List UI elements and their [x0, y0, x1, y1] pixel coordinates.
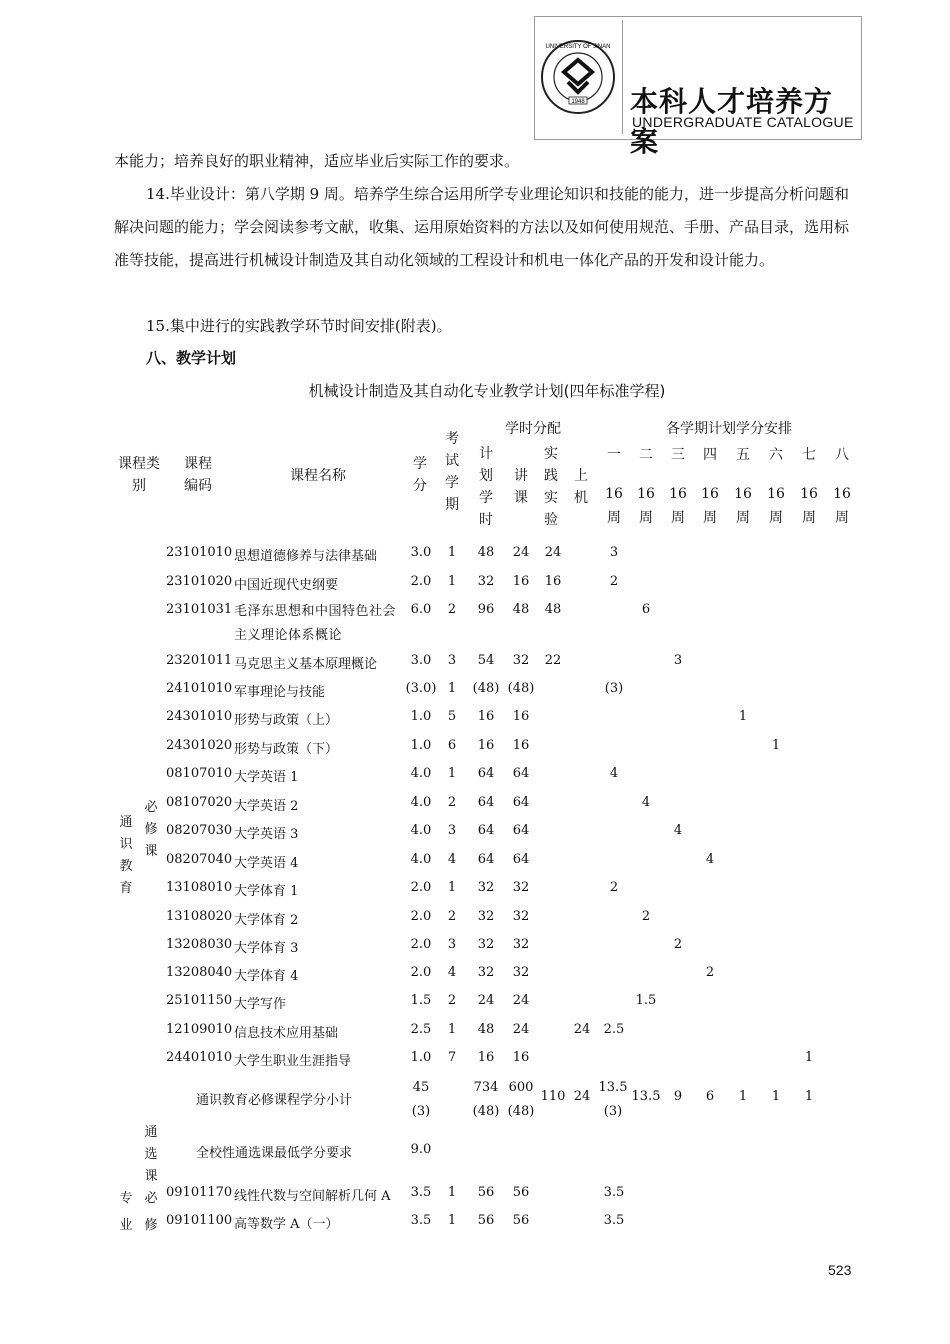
course-lecture: 32 [512, 965, 530, 980]
course-lecture: 32 [512, 937, 530, 952]
header-planned: 计划学时 [479, 446, 493, 528]
course-planned: 56 [477, 1213, 495, 1228]
group-major: 专业 [119, 1191, 133, 1233]
subtotal-sem-3: 9 [673, 1089, 683, 1104]
course-planned: 56 [477, 1185, 495, 1200]
course-credits: 3.5 [410, 1213, 432, 1228]
course-name: 中国近现代史纲要 [234, 578, 339, 593]
course-practice: 48 [544, 602, 562, 617]
header-subtitle: UNDERGRADUATE CATALOGUE [632, 114, 854, 130]
course-planned: 64 [477, 852, 495, 867]
course-exam: 1 [447, 880, 457, 895]
course-credits: 1.0 [410, 709, 432, 724]
course-credits: 1.0 [410, 1050, 432, 1065]
elective-credits: 9.0 [410, 1142, 432, 1157]
course-lecture: 32 [512, 653, 530, 668]
university-logo [538, 20, 618, 134]
header-computer: 上机 [574, 468, 588, 506]
course-code: 23201011 [166, 653, 233, 668]
course-code: 12109010 [166, 1022, 233, 1037]
course-planned: 32 [477, 574, 495, 589]
course-exam: 2 [447, 602, 457, 617]
course-name: 思想道德修养与法律基础 [234, 549, 378, 564]
course-code: 08207040 [166, 852, 233, 867]
course-code: 24101010 [166, 681, 233, 696]
course-lecture: 64 [512, 823, 530, 838]
course-name: 形势与政策（上） [234, 713, 339, 728]
course-credits: 4.0 [410, 823, 432, 838]
course-credits: 1.0 [410, 738, 432, 753]
semester-header-4: 四 [703, 447, 717, 463]
course-credits: 3.0 [410, 545, 432, 560]
subtotal-sem-5: 1 [738, 1089, 748, 1104]
header-code: 课程编码 [184, 456, 212, 494]
course-lecture: 56 [512, 1185, 530, 1200]
subtotal-practice: 110 [540, 1089, 566, 1104]
course-credits: 2.0 [410, 880, 432, 895]
course-planned: 32 [477, 880, 495, 895]
course-code: 08207030 [166, 823, 233, 838]
page-number: 523 [828, 1262, 852, 1278]
course-sem-3: 2 [673, 937, 683, 952]
course-code: 08107020 [166, 795, 233, 810]
paragraph-3: 15.集中进行的实践教学环节时间安排(附表)。 [146, 317, 452, 335]
course-sem-1: 2 [609, 574, 619, 589]
course-name: 军事理论与技能 [234, 685, 326, 700]
course-planned: 32 [477, 965, 495, 980]
course-planned: 54 [477, 653, 495, 668]
semester-weeks-7: 16 周 [800, 486, 818, 526]
course-sem-4: 2 [705, 965, 715, 980]
course-exam: 3 [447, 653, 457, 668]
course-name: 高等数学 A（一） [234, 1217, 339, 1232]
course-lecture: 24 [512, 1022, 530, 1037]
course-planned: 16 [477, 738, 495, 753]
course-exam: 1 [447, 1022, 457, 1037]
header-exam: 考试学期 [445, 431, 459, 513]
course-planned: 32 [477, 937, 495, 952]
course-code: 24301010 [166, 709, 233, 724]
subtotal-computer: 24 [573, 1089, 591, 1104]
course-planned: 48 [477, 1022, 495, 1037]
subtotal-planned: 734 (48) [472, 1080, 500, 1119]
semester-header-1: 一 [607, 447, 621, 463]
course-lecture: (48) [507, 681, 535, 696]
elective-name: 全校性通选课最低学分要求 [196, 1146, 353, 1161]
course-credits: (3.0) [405, 681, 437, 696]
subtotal-sem1: 13.5 (3) [598, 1080, 628, 1119]
header-category: 课程类别 [118, 456, 160, 494]
course-name: 大学写作 [234, 997, 287, 1012]
semester-weeks-6: 16 周 [767, 486, 785, 526]
semester-header-7: 七 [802, 447, 816, 463]
course-code: 24301020 [166, 738, 233, 753]
course-exam: 1 [447, 1185, 457, 1200]
course-exam: 1 [447, 545, 457, 560]
course-credits: 2.5 [410, 1022, 432, 1037]
course-lecture: 64 [512, 795, 530, 810]
course-name: 形势与政策（下） [234, 742, 339, 757]
course-sem-1: 2 [609, 880, 619, 895]
header-lecture: 讲课 [514, 468, 528, 506]
course-lecture: 48 [512, 602, 530, 617]
course-sem-2: 2 [641, 909, 651, 924]
subtotal-sem-7: 1 [804, 1089, 814, 1104]
semester-header-8: 八 [835, 447, 849, 463]
course-credits: 4.0 [410, 766, 432, 781]
header-title: 本科人才培养方案 [630, 85, 834, 158]
semester-weeks-1: 16 周 [605, 486, 623, 526]
course-lecture: 24 [512, 993, 530, 1008]
course-name: 信息技术应用基础 [234, 1026, 339, 1041]
course-name: 大学英语 2 [234, 799, 299, 814]
course-sem-1: (3) [604, 681, 624, 696]
subtotal-sem-6: 1 [771, 1089, 781, 1104]
subtotal-sem-4: 6 [705, 1089, 715, 1104]
course-lecture: 16 [512, 738, 530, 753]
course-code: 23101010 [166, 545, 233, 560]
subtotal-sem-2: 13.5 [631, 1089, 661, 1104]
course-code: 25101150 [166, 993, 233, 1008]
semester-header-2: 二 [639, 447, 653, 463]
course-practice: 16 [544, 574, 562, 589]
subtotal-name: 通识教育必修课程学分小计 [196, 1093, 353, 1108]
course-sem-7: 1 [804, 1050, 814, 1065]
course-sem-6: 1 [771, 738, 781, 753]
course-credits: 2.0 [410, 909, 432, 924]
course-code: 23101031 [166, 602, 233, 617]
course-exam: 3 [447, 937, 457, 952]
header-divider [622, 20, 623, 134]
course-planned: 96 [477, 602, 495, 617]
course-code: 13208030 [166, 937, 233, 952]
course-name: 线性代数与空间解析几何 A [234, 1189, 391, 1204]
course-lecture: 32 [512, 909, 530, 924]
course-code: 23101020 [166, 574, 233, 589]
section-title: 八、教学计划 [146, 349, 237, 367]
course-name: 大学体育 1 [234, 884, 299, 899]
semester-weeks-2: 16 周 [637, 486, 655, 526]
course-exam: 5 [447, 709, 457, 724]
course-exam: 2 [447, 993, 457, 1008]
course-credits: 2.0 [410, 965, 432, 980]
course-sem-5: 1 [738, 709, 748, 724]
table-title: 机械设计制造及其自动化专业教学计划(四年标准学程) [308, 382, 666, 400]
course-lecture: 16 [512, 574, 530, 589]
course-name: 马克思主义基本原理概论 [234, 657, 378, 672]
course-exam: 4 [447, 965, 457, 980]
course-exam: 2 [447, 795, 457, 810]
course-sem-2: 6 [641, 602, 651, 617]
paragraph-1: 本能力；培养良好的职业精神，适应毕业后实际工作的要求。 [114, 152, 520, 170]
course-planned: 48 [477, 545, 495, 560]
course-exam: 1 [447, 766, 457, 781]
course-planned: (48) [472, 681, 500, 696]
course-name: 大学生职业生涯指导 [234, 1054, 352, 1069]
course-exam: 7 [447, 1050, 457, 1065]
course-lecture: 16 [512, 1050, 530, 1065]
subtotal-lecture: 600 (48) [507, 1080, 535, 1119]
course-name: 大学英语 1 [234, 770, 299, 785]
subtotal-credits: 45 (3) [411, 1080, 431, 1119]
course-code: 09101100 [166, 1213, 233, 1228]
course-credits: 2.0 [410, 574, 432, 589]
semester-weeks-5: 16 周 [734, 486, 752, 526]
semester-weeks-4: 16 周 [701, 486, 719, 526]
course-sem-4: 4 [705, 852, 715, 867]
course-planned: 32 [477, 909, 495, 924]
course-name: 大学英语 4 [234, 856, 299, 871]
course-sem-1: 3.5 [603, 1185, 625, 1200]
course-name: 大学英语 3 [234, 827, 299, 842]
course-planned: 16 [477, 709, 495, 724]
header-hours-group: 学时分配 [505, 421, 561, 437]
course-name: 大学体育 2 [234, 913, 299, 928]
course-planned: 24 [477, 993, 495, 1008]
course-lecture: 32 [512, 880, 530, 895]
course-exam: 1 [447, 681, 457, 696]
course-code: 13108010 [166, 880, 233, 895]
course-sem-3: 4 [673, 823, 683, 838]
course-credits: 3.5 [410, 1185, 432, 1200]
semester-weeks-8: 16 周 [833, 486, 851, 526]
course-code: 24401010 [166, 1050, 233, 1065]
course-name: 毛泽东思想和中国特色社会主义理论体系概论 [234, 604, 397, 643]
course-sem-3: 3 [673, 653, 683, 668]
course-code: 08107010 [166, 766, 233, 781]
course-credits: 6.0 [410, 602, 432, 617]
course-sem-1: 3.5 [603, 1213, 625, 1228]
course-sem-2: 4 [641, 795, 651, 810]
course-planned: 64 [477, 795, 495, 810]
course-name: 大学体育 3 [234, 941, 299, 956]
course-practice: 22 [544, 653, 562, 668]
header-name: 课程名称 [290, 468, 346, 484]
course-practice: 24 [544, 545, 562, 560]
course-name: 大学体育 4 [234, 969, 299, 984]
course-exam: 1 [447, 1213, 457, 1228]
course-code: 13108020 [166, 909, 233, 924]
course-planned: 16 [477, 1050, 495, 1065]
course-lecture: 64 [512, 852, 530, 867]
course-exam: 4 [447, 852, 457, 867]
header-practice: 实践实验 [544, 446, 558, 528]
group-general: 通识教育 [119, 815, 133, 896]
course-credits: 4.0 [410, 852, 432, 867]
course-planned: 64 [477, 823, 495, 838]
course-planned: 64 [477, 766, 495, 781]
course-code: 13208040 [166, 965, 233, 980]
course-exam: 3 [447, 823, 457, 838]
semester-weeks-3: 16 周 [669, 486, 687, 526]
group-major-required: 必修 [144, 1191, 158, 1233]
logo-text: UNIVERSITY OF JINAN [545, 44, 611, 50]
course-sem-1: 2.5 [603, 1022, 625, 1037]
course-exam: 1 [447, 574, 457, 589]
group-elective: 通选课 [144, 1125, 158, 1184]
course-exam: 6 [447, 738, 457, 753]
header-credits: 学分 [413, 456, 427, 494]
paragraph-2: 14.毕业设计：第八学期 9 周。培养学生综合运用所学专业理论知识和技能的能力，进一步提高分析问题和解决问题的能力；学会阅读参考文献，收集、运用原始资料的方法以及如何使用规范、手册、产品目录，选用标准等技能，提高进行机械设计制造及其自动化领域的工程设计和机电一体化产品的开发和设计能力。 [114, 185, 850, 269]
course-sem-1: 4 [609, 766, 619, 781]
header-semester-group: 各学期计划学分安排 [666, 421, 792, 437]
course-credits: 2.0 [410, 937, 432, 952]
course-computer: 24 [573, 1022, 591, 1037]
course-credits: 3.0 [410, 653, 432, 668]
course-lecture: 24 [512, 545, 530, 560]
course-lecture: 64 [512, 766, 530, 781]
course-credits: 4.0 [410, 795, 432, 810]
group-required: 必修课 [144, 800, 158, 859]
course-sem-2: 1.5 [635, 993, 657, 1008]
semester-header-5: 五 [736, 447, 750, 463]
logo-year: 1948 [571, 99, 585, 105]
course-lecture: 16 [512, 709, 530, 724]
semester-header-6: 六 [769, 447, 783, 463]
semester-header-3: 三 [671, 447, 685, 463]
course-code: 09101170 [166, 1185, 233, 1200]
course-sem-1: 3 [609, 545, 619, 560]
course-credits: 1.5 [410, 993, 432, 1008]
course-exam: 2 [447, 909, 457, 924]
course-lecture: 56 [512, 1213, 530, 1228]
